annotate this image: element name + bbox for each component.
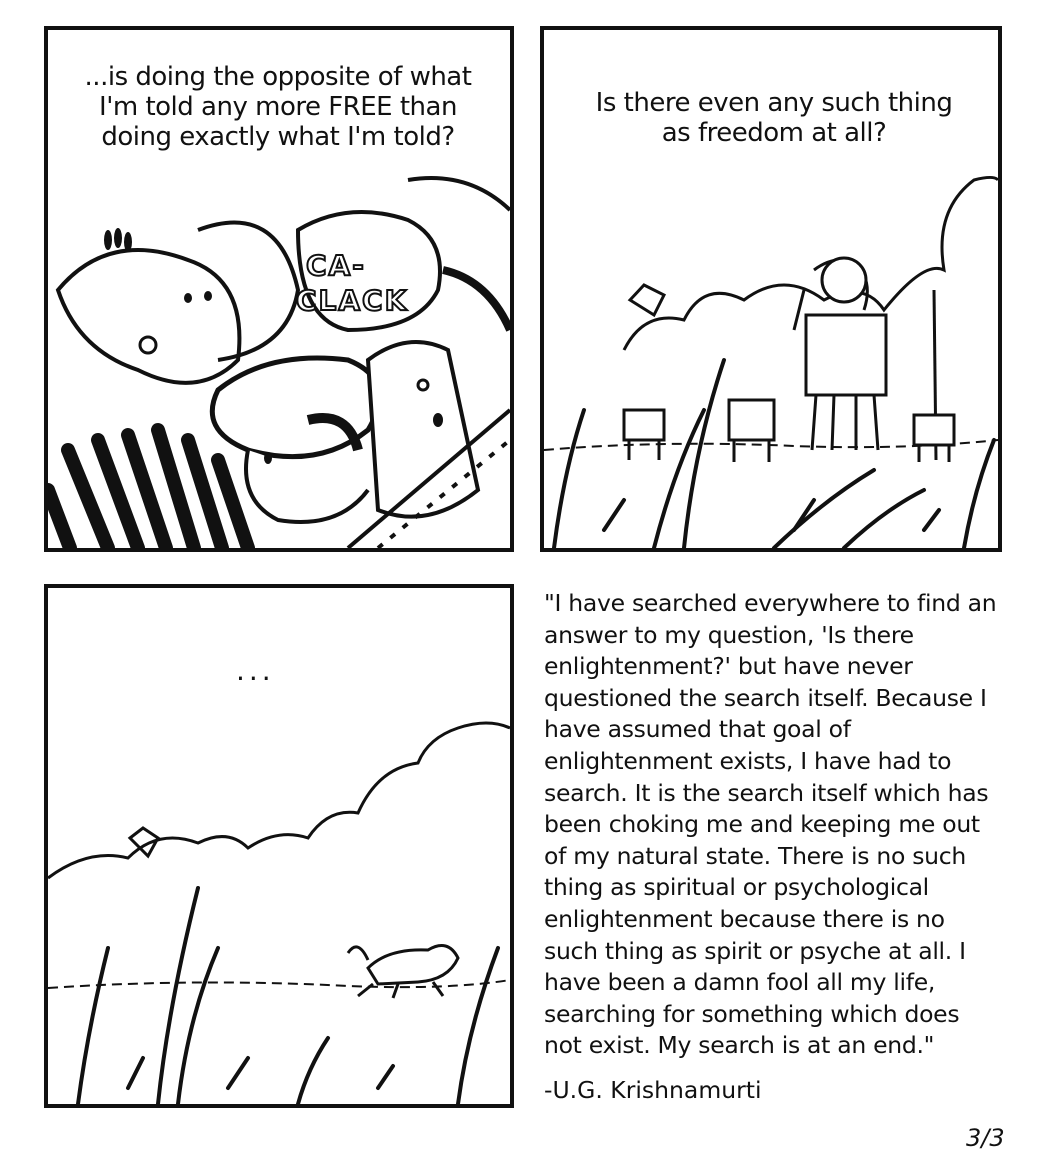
quote-block (544, 588, 1014, 1104)
panel-3-ellipsis: ... (236, 654, 275, 687)
comic-panel-3 (44, 584, 514, 1108)
sfx-clack: CLACK (296, 284, 409, 317)
panel-1-caption: ...is doing the opposite of what I'm told any more FREE than doing exactly what I'm told? (84, 62, 472, 152)
comic-panel-1 (44, 26, 514, 552)
quote-text: "I have searched everywhere to find an answer to my question, 'Is there enlightenment?' but have never questioned the search itself. Because I have assumed that goal of enlightenment exists, I have had to search. It is the search itself which has been choking me and keeping me out of my natural state. There is no such thing as spiritual or psychological enlightenment because there is no such thing as spirit or psyche at all. I have been a damn fool all my life, searching for something which does not exist. My search is at an end." (544, 589, 997, 1060)
comic-panel-2 (540, 26, 1002, 552)
sfx-ca: CA- (306, 249, 366, 282)
panel-2-caption: Is there even any such thing as freedom at all? (595, 88, 953, 148)
panel-3-drawing (48, 588, 510, 1104)
page-number: 3/3 (966, 1124, 1005, 1152)
quote-attribution: -U.G. Krishnamurti (544, 1075, 762, 1104)
